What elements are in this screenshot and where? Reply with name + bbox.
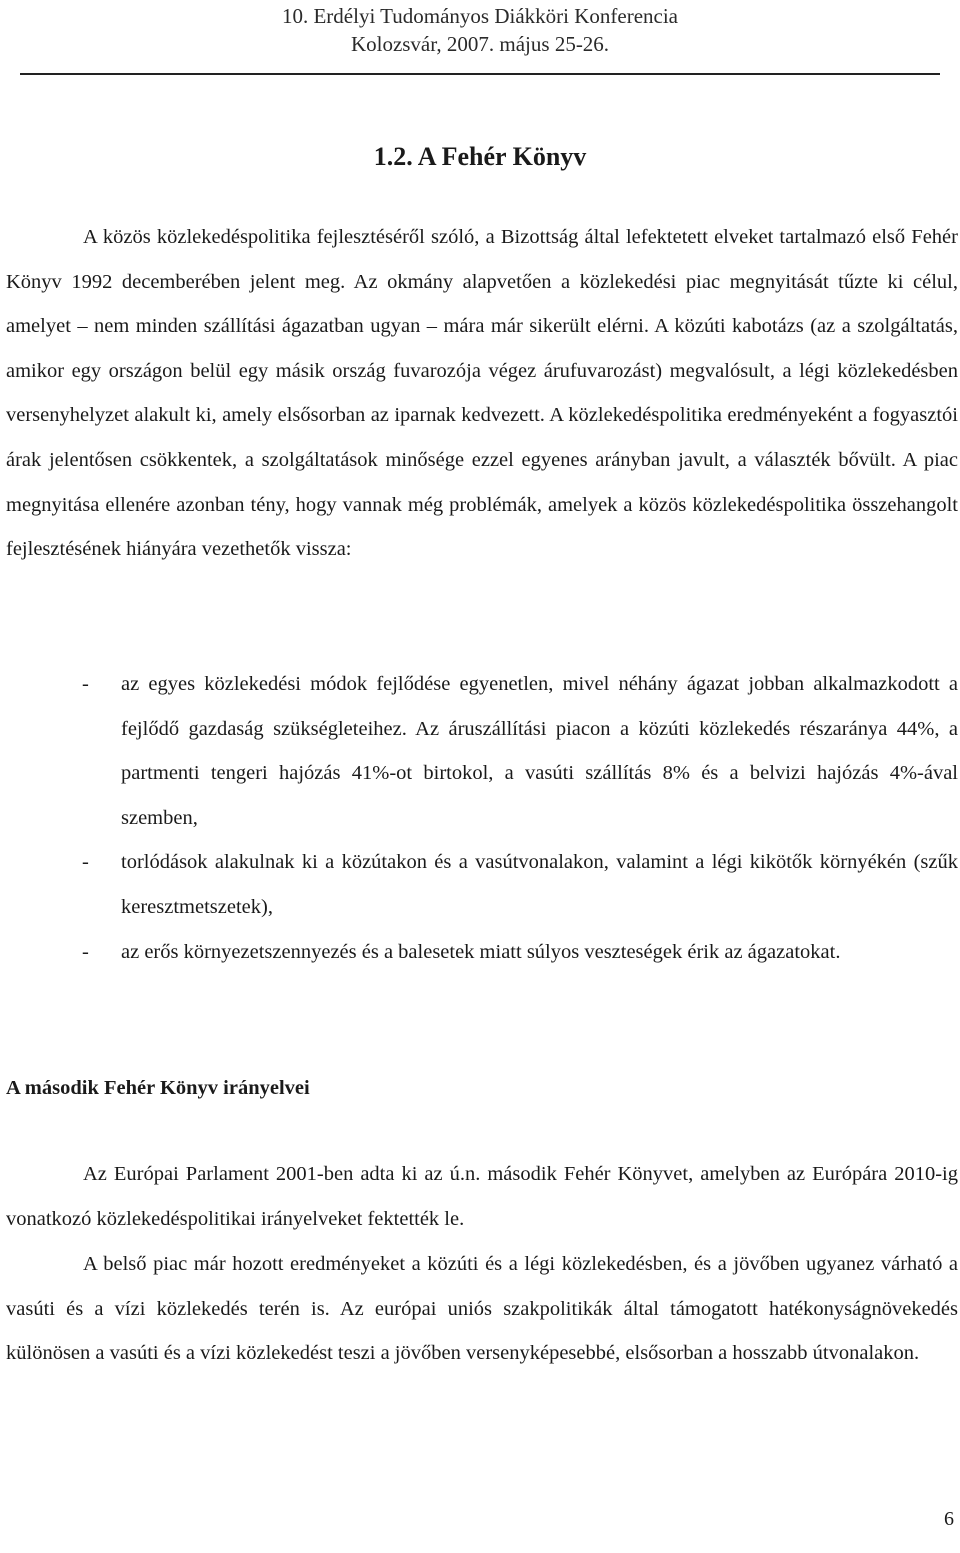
problem-list bbox=[6, 662, 958, 974]
list-item bbox=[6, 840, 958, 929]
section-title: 1.2. A Fehér Könyv bbox=[373, 142, 587, 171]
list-marker: - bbox=[82, 673, 89, 695]
list-item-text: torlódások alakulnak ki a közútakon és a vasútvonalakon, valamint a légi kikötők környékén (szűk keresztmetszetek), bbox=[121, 851, 958, 918]
paragraph-text: A közös közlekedéspolitika fejlesztéséről szóló, a Bizottság által lefektetett elveket tartalmazó első Fehér Könyv 1992 decemberében jelent meg. Az okmány alapvetően a közlekedési piac megnyitását tűzte ki célul, amelyet – nem minden szállítási ágazatban ugyan – mára már sikerült elérni. A közúti kabotázs (az a szolgáltatás, amikor egy országon belül egy másik ország fuvarozója végez árufuvarozást) megvalósult, a légi közlekedésben versenyhelyzet alakult ki, amely elsősorban az iparnak kedvezett. A közlekedéspolitika eredményeként a fogyasztói árak jelentősen csökkentek, a szolgáltatások minősége ezzel egyenes arányban javult, a választék bővült. A piac megnyitása ellenére azonban tény, hogy vannak még problémák, amelyek a közös közlekedéspolitika összehangolt fejlesztésének hiányára vezethetők vissza: bbox=[6, 226, 958, 561]
header-divider bbox=[20, 73, 940, 75]
header-location-date: Kolozsvár, 2007. május 25-26. bbox=[350, 32, 610, 56]
list-item bbox=[6, 662, 958, 840]
paragraph-text: A belső piac már hozott eredményeket a közúti és a légi közlekedésben, és a jövőben ugyanez várható a vasúti és a vízi közlekedés terén is. Az európai uniós szakpolitikák által támogatott hatékonyságnövekedés különösen a vasúti és a vízi közlekedést teszi a jövőben versenyképesebbé, elsősorban a hosszabb útvonalakon. bbox=[6, 1253, 958, 1365]
page-header bbox=[0, 2, 960, 58]
subheading: A második Fehér Könyv irányelvei bbox=[6, 1077, 310, 1099]
list-item-text: az egyes közlekedési módok fejlődése egyenetlen, mivel néhány ágazat jobban alkalmazkodott a fejlődő gazdaság szükségleteihez. Az áruszállítási piacon a közúti közlekedés részaránya 44%, a partmenti tengeri hajózás 41%-ot birtokol, a vasúti szállítás 8% és a belvizi hajózás 4%-ával szemben, bbox=[121, 673, 958, 829]
list-item-text: az erős környezetszennyezés és a balesetek miatt súlyos veszteségek érik az ágazatokat. bbox=[121, 940, 841, 963]
page-number: 6 bbox=[944, 1508, 954, 1530]
list-item bbox=[6, 930, 958, 975]
body-paragraph-1 bbox=[6, 215, 958, 572]
body-paragraph-3 bbox=[6, 1242, 958, 1376]
list-marker: - bbox=[82, 851, 89, 874]
header-conference-title: 10. Erdélyi Tudományos Diákköri Konferencia bbox=[281, 4, 679, 28]
list-marker: - bbox=[82, 940, 89, 963]
body-paragraph-2 bbox=[6, 1152, 958, 1241]
paragraph-text: Az Európai Parlament 2001-ben adta ki az ú.n. második Fehér Könyvet, amelyben az Európára 2010-ig vonatkozó közlekedéspolitikai irányelveket fektették le. bbox=[6, 1163, 958, 1230]
